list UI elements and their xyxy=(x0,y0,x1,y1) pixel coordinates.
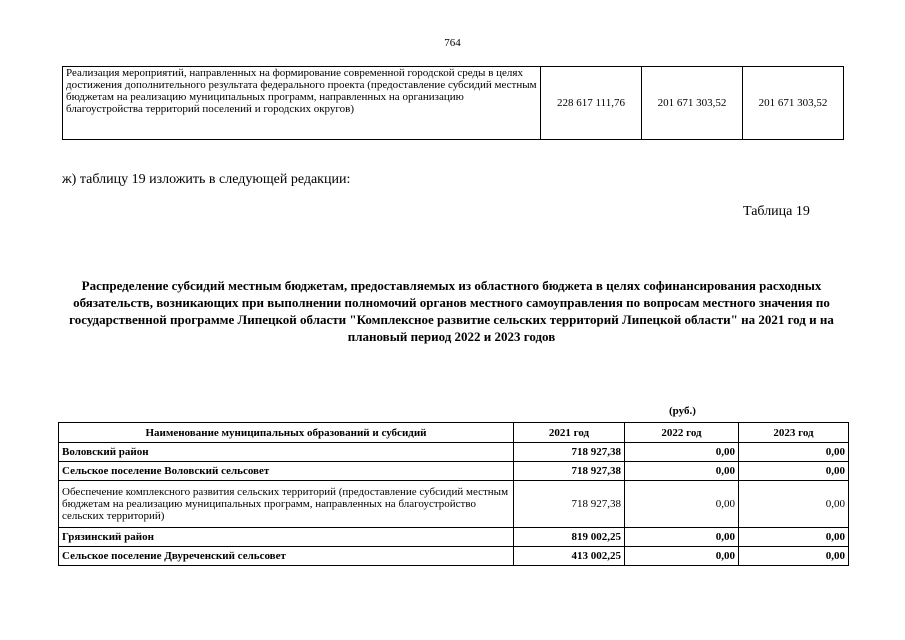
table-row xyxy=(59,481,849,528)
table-row xyxy=(59,528,849,547)
column-header-2023: 2023 год xyxy=(739,423,849,443)
value-2021-cell: 819 002,25 xyxy=(514,528,625,547)
subsidy-name-cell: Реализация мероприятий, направленных на формирование современной городской среды в целях достижения дополнительного результата федерального проекта (предоставление субсидий местным бюджетам на реализацию муниципальных программ, направленных на организацию благоустройства территорий поселений и городских округов) xyxy=(63,67,541,140)
column-header-2021: 2021 год xyxy=(514,423,625,443)
table-row xyxy=(59,462,849,481)
table-title: Распределение субсидий местным бюджетам, предоставляемых из областного бюджета в целях софинансирования расходных обязательств, возникающих при выполнении полномочий органов местного самоуправления по вопросам местного значения по государственной программе Липецкой области "Комплексное развитие сельских территорий Липецкой области" на 2021 год и на плановый период 2022 и 2023 годов xyxy=(69,278,834,344)
column-header-2022: 2022 год xyxy=(625,423,739,443)
value-2022-cell: 0,00 xyxy=(625,528,739,547)
page-number: 764 xyxy=(444,37,461,49)
row-name-cell: Сельское поселение Двуреченский сельсовет xyxy=(59,547,514,566)
table-row xyxy=(63,67,844,140)
value-cell: 201 671 303,52 xyxy=(642,67,743,140)
value-2022-cell: 0,00 xyxy=(625,547,739,566)
value-2021-cell: 718 927,38 xyxy=(514,443,625,462)
value-2022-cell: 0,00 xyxy=(625,443,739,462)
value-2023-cell: 0,00 xyxy=(739,528,849,547)
row-name-cell: Воловский район xyxy=(59,443,514,462)
value-2022-cell: 0,00 xyxy=(625,481,739,528)
value-2022-cell: 0,00 xyxy=(625,462,739,481)
value-2021-cell: 718 927,38 xyxy=(514,481,625,528)
table-row xyxy=(59,547,849,566)
row-name-cell: Обеспечение комплексного развития сельских территорий (предоставление субсидий местным бюджетам на реализацию муниципальных программ, направленных на благоустройство сельских территорий) xyxy=(59,481,514,528)
value-2023-cell: 0,00 xyxy=(739,547,849,566)
value-2023-cell: 0,00 xyxy=(739,462,849,481)
table-row xyxy=(59,443,849,462)
units-label: (руб.) xyxy=(669,405,696,417)
value-2021-cell: 413 002,25 xyxy=(514,547,625,566)
table-header-row xyxy=(59,423,849,443)
subsidy-table xyxy=(58,422,849,566)
row-name-cell: Сельское поселение Воловский сельсовет xyxy=(59,462,514,481)
value-cell: 228 617 111,76 xyxy=(541,67,642,140)
column-header-name: Наименование муниципальных образований и субсидий xyxy=(59,423,514,443)
value-2023-cell: 0,00 xyxy=(739,481,849,528)
value-2023-cell: 0,00 xyxy=(739,443,849,462)
previous-table-continuation xyxy=(62,66,844,140)
row-name-cell: Грязинский район xyxy=(59,528,514,547)
amendment-sentence: ж) таблицу 19 изложить в следующей редакции: xyxy=(62,172,351,187)
table-label: Таблица 19 xyxy=(743,204,810,219)
value-cell: 201 671 303,52 xyxy=(743,67,844,140)
value-2021-cell: 718 927,38 xyxy=(514,462,625,481)
